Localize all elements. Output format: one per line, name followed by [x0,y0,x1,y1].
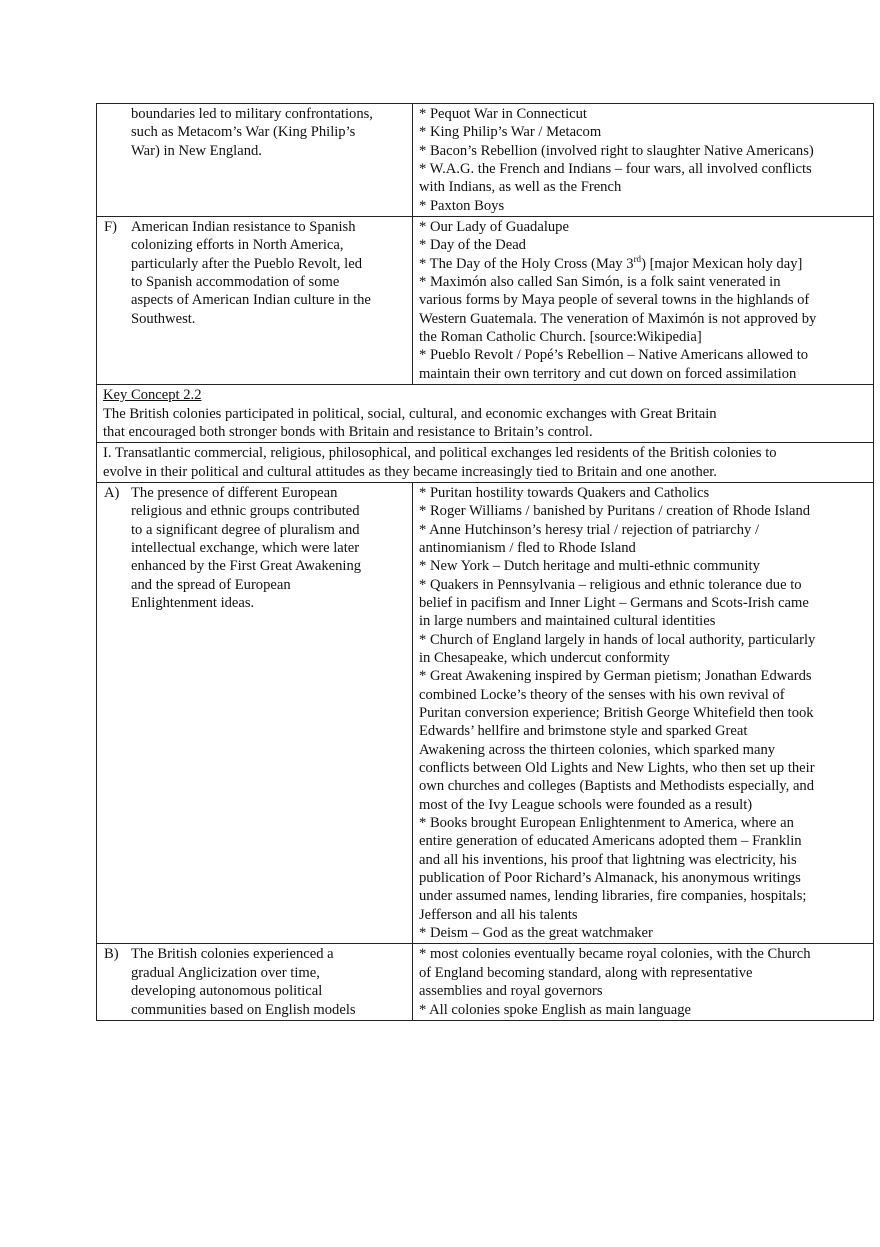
text-line: * Church of England largely in hands of local authority, particularly [419,631,816,648]
item-label: F) [104,219,117,236]
text-line: entire generation of educated Americans adopted them – Franklin [419,833,802,850]
text-line: and all his inventions, his proof that lightning was electricity, his [419,851,797,868]
text-line: * All colonies spoke English as main language [419,1001,691,1018]
text-line: * Puritan hostility towards Quakers and Catholics [419,484,710,501]
text-line: maintain their own territory and cut down on forced assimilation [419,365,797,382]
text-line: most of the Ivy League schools were founded as a result) [419,796,753,813]
text-line: Jefferson and all his talents [419,906,578,923]
text-line: * Quakers in Pennsylvania – religious and ethnic tolerance due to [419,576,802,593]
text-line: assemblies and royal governors [419,983,603,1000]
table-row [97,483,873,945]
item-label: B) [104,946,119,963]
text-line: * Our Lady of Guadalupe [419,219,569,236]
text-line: * Roger Williams / banished by Puritans / creation of Rhode Island [419,503,811,520]
text-line: American Indian resistance to Spanish [131,219,356,236]
text-line: and the spread of European [131,576,291,593]
text-line: * Bacon’s Rebellion (involved right to slaughter Native Americans) [419,142,814,159]
text-line: that encouraged both stronger bonds with Britain and resistance to Britain’s control. [103,423,593,440]
text-line: combined Locke’s theory of the senses with his own revival of [419,686,785,703]
notes-cell [413,217,873,384]
text-line: Southwest. [131,310,196,327]
notes-cell [413,944,873,1019]
notes-cell [413,104,873,216]
text-line: Western Guatemala. The veneration of Maximón is not approved by [419,310,817,327]
text-line: * Day of the Dead [419,237,526,254]
text-line: * Maximón also called San Simón, is a folk saint venerated in [419,274,781,291]
text-line: in Chesapeake, which undercut conformity [419,649,670,666]
text-line: Puritan conversion experience; British George Whitefield then took [419,705,814,721]
text-line: I. Transatlantic commercial, religious, philosophical, and political exchanges led residents of the British colonies to [103,445,777,462]
table-row [97,104,873,217]
text-line: with Indians, as well as the French [419,179,622,196]
text-part: ) [major Mexican holy day] [641,255,803,272]
text-line: conflicts between Old Lights and New Lights, who then set up their [419,760,815,777]
table-row [97,217,873,385]
text-line: antinomianism / fled to Rhode Island [419,539,636,556]
text-line: particularly after the Pueblo Revolt, led [131,255,362,272]
text-line: Edwards’ hellfire and brimstone style and sparked Great [419,723,748,740]
text-line: belief in pacifism and Inner Light – Germans and Scots-Irish came [419,594,809,611]
full-width-cell [97,443,873,482]
text-line: Enlightenment ideas. [131,594,255,611]
full-width-cell [97,385,873,442]
topic-cell [97,217,413,384]
outline-table [96,103,874,1021]
topic-text [97,218,412,328]
text-line: in large numbers and maintained cultural identities [419,613,716,630]
topic-cell [97,483,413,944]
text-line: religious and ethnic groups contributed [131,503,360,520]
text-line: communities based on English models [131,1001,356,1018]
table-row [97,443,873,483]
text-line: boundaries led to military confrontations, [131,106,373,122]
text-line: * most colonies eventually became royal colonies, with the Church [419,946,811,963]
topic-text [97,945,412,1018]
text-line: to Spanish accommodation of some [131,274,340,291]
topic-cell [97,104,413,216]
text-line: * King Philip’s War / Metacom [419,124,602,141]
text-line: War) in New England. [131,142,262,159]
key-concept-heading: Key Concept 2.2 [103,387,202,404]
text-line: * Deism – God as the great watchmaker [419,925,653,942]
text-line: * New York – Dutch heritage and multi-ethnic community [419,558,760,575]
text-line: evolve in their political and cultural attitudes as they became increasingly tied to Britain and one another. [103,463,717,480]
text-line: The British colonies experienced a [131,946,334,963]
text-line: * Books brought European Enlightenment to America, where an [419,815,794,832]
text-line: under assumed names, lending libraries, fire companies, hospitals; [419,888,807,905]
item-label: A) [104,484,120,501]
text-line: various forms by Maya people of several towns in the highlands of [419,292,810,309]
text-line: gradual Anglicization over time, [131,964,320,981]
text-line: The British colonies participated in political, social, cultural, and economic exchanges with Great Britain [103,405,717,422]
text-line: * Pueblo Revolt / Popé’s Rebellion – Native Americans allowed to [419,347,809,364]
text-line: * W.A.G. the French and Indians – four wars, all involved conflicts [419,161,812,178]
text-line: developing autonomous political [131,983,323,1000]
text-line: of England becoming standard, along with representative [419,964,753,981]
text-line: colonizing efforts in North America, [131,237,344,254]
topic-text [97,484,412,612]
text-line: the Roman Catholic Church. [source:Wikipedia] [419,329,702,346]
text-line: * Great Awakening inspired by German pietism; Jonathan Edwards [419,668,812,685]
text-line: intellectual exchange, which were later [131,539,360,556]
topic-text [97,105,412,160]
text-line: * Anne Hutchinson’s heresy trial / rejection of patriarchy / [419,521,760,538]
table-row [97,385,873,443]
text-line: such as Metacom’s War (King Philip’s [131,124,356,141]
topic-cell [97,944,413,1019]
text-line [419,255,873,273]
text-line: * Paxton Boys [419,197,505,214]
text-line: to a significant degree of pluralism and [131,521,360,538]
table-row [97,944,873,1020]
text-line: own churches and colleges (Baptists and Methodists especially, and [419,778,815,795]
notes-cell [413,483,873,944]
text-line: * Pequot War in Connecticut [419,106,587,122]
text-line: aspects of American Indian culture in the [131,292,371,309]
text-part: * The Day of the Holy Cross (May 3 [419,255,634,272]
text-line: The presence of different European [131,484,338,501]
superscript: rd [633,253,642,264]
text-line: Awakening across the thirteen colonies, which sparked many [419,741,776,758]
text-line: enhanced by the First Great Awakening [131,558,362,575]
text-line: publication of Poor Richard’s Almanack, his anonymous writings [419,870,801,887]
